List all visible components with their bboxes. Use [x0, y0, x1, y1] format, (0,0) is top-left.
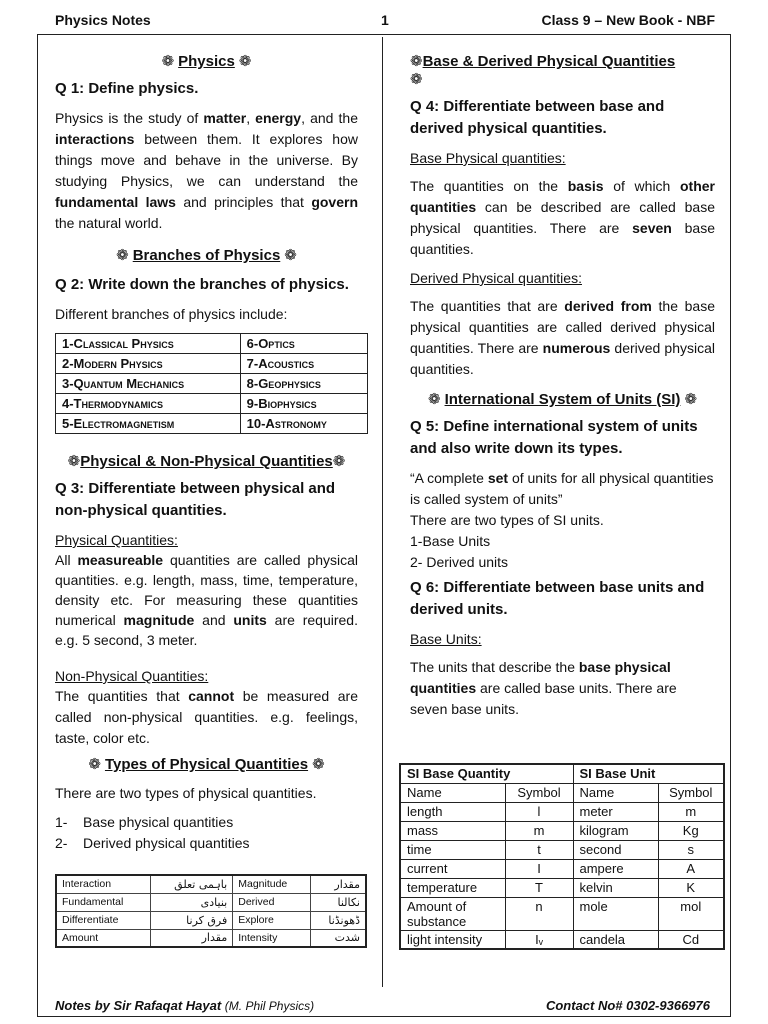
table-cell: 10-Astronomy	[240, 414, 367, 434]
table-cell: 2-Modern Physics	[56, 354, 241, 374]
subheading-nonphysical: Non-Physical Quantities:	[55, 668, 209, 684]
vocabulary-table	[55, 874, 367, 948]
section-title-physical-nonphysical	[55, 452, 358, 470]
table-row: Amount مقدار Intensity شدت	[56, 929, 366, 947]
question-5: Q 5: Define international system of units and also write down its types.	[410, 418, 698, 457]
list-item: 1-Base Units	[410, 533, 491, 549]
section-title-text: Physical & Non-Physical Quantities	[80, 453, 333, 470]
question-1: Q 1: Define physics.	[55, 80, 199, 97]
table-row	[56, 374, 368, 394]
section-title-si	[410, 390, 715, 408]
flower-icon: ❁	[88, 756, 101, 773]
table-cell: 5-Electromagnetism	[56, 414, 241, 434]
flower-icon: ❁	[161, 53, 175, 70]
page-number: 1	[381, 12, 389, 28]
answer-5	[410, 468, 715, 573]
question-3: Q 3: Differentiate between physical and non-physical quantities.	[55, 480, 336, 519]
subheading-physical: Physical Quantities:	[55, 532, 178, 548]
table-cell: 8-Geophysics	[240, 374, 367, 394]
answer-base: The quantities on the basis of which other quantities can be described are called base physical quantities. There are seven base quantities.	[410, 178, 715, 257]
section-title-text: Branches of Physics	[132, 247, 281, 264]
table-row	[56, 334, 368, 354]
list-item: 1- Base physical quantities	[55, 814, 234, 830]
types-list	[55, 812, 358, 854]
table-row: time t second s	[400, 840, 724, 859]
si-base-units-table	[399, 763, 725, 950]
table-cell: 3-Quantum Mechanics	[56, 374, 241, 394]
answer-derived: The quantities that are derived from the base physical quantities are called derived physical quantities. There are numerous derived physical quantities.	[410, 298, 715, 377]
branches-table	[55, 333, 368, 434]
table-cell: 6-Optics	[240, 334, 367, 354]
flower-icon: ❁	[238, 53, 252, 70]
table-row: current I ampere A	[400, 859, 724, 878]
answer-physical: All measureable quantities are called physical quantities. e.g. length, mass, time, temperature, density etc. For measuring these quantities numerical magnitude and units are required. e.g. 5 second, 3 meter.	[55, 552, 358, 648]
table-cell: 9-Biophysics	[240, 394, 367, 414]
flower-icon: ❁	[67, 453, 81, 470]
flower-icon: ❁	[332, 453, 346, 470]
flower-icon: ❁	[116, 247, 129, 264]
table-row: Differentiate فرق کرنا Explore ڈھونڈنا	[56, 911, 366, 929]
section-title-base-derived	[410, 52, 715, 88]
list-item: 2- Derived physical quantities	[55, 835, 250, 851]
section-title-types	[55, 755, 358, 773]
right-column	[410, 50, 715, 720]
flower-icon: ❁	[684, 391, 698, 408]
section-title-branches	[55, 246, 358, 264]
page-header	[55, 12, 715, 32]
header-class: Class 9 – New Book - NBF	[541, 12, 715, 28]
types-intro: There are two types of physical quantities.	[55, 785, 317, 801]
question-4: Q 4: Differentiate between base and derived physical quantities.	[410, 98, 665, 137]
table-row: Fundamental بنیادی Derived نکالنا	[56, 893, 366, 911]
flower-icon: ❁	[427, 391, 441, 408]
flower-icon: ❁	[312, 756, 325, 773]
table-row: mass m kilogram Kg	[400, 821, 724, 840]
footer-contact: Contact No# 0302-9366976	[545, 998, 710, 1013]
table-row: length l meter m	[400, 802, 724, 821]
footer-author: Notes by Sir Rafaqat Hayat (M. Phil Physics)	[55, 998, 315, 1013]
si-definition: “A complete set of units for all physical quantities is called system of units”	[410, 470, 714, 507]
answer-nonphysical: The quantities that cannot be measured are called non-physical quantities. e.g. feelings, taste, color etc.	[55, 688, 359, 746]
table-cell: 4-Thermodynamics	[56, 394, 241, 414]
header-subject: Physics Notes	[55, 12, 151, 28]
si-types-intro: There are two types of SI units.	[410, 512, 604, 528]
section-title-text: Types of Physical Quantities	[104, 756, 309, 773]
list-item: 2- Derived units	[410, 554, 509, 570]
question-6: Q 6: Differentiate between base units and derived units.	[410, 579, 705, 618]
table-row: temperature T kelvin K	[400, 878, 724, 897]
table-subheader-row: Name Symbol Name Symbol	[400, 783, 724, 802]
section-title-text: Physics	[178, 53, 235, 70]
table-header-row	[400, 764, 724, 783]
table-row: light intensity Iᵥ candela Cd	[400, 930, 724, 949]
question-2: Q 2: Write down the branches of physics.	[55, 276, 349, 293]
table-cell: 7-Acoustics	[240, 354, 367, 374]
flower-icon: ❁	[410, 71, 423, 88]
section-title-text: International System of Units (SI)	[444, 391, 681, 408]
section-title-text: Base & Derived Physical Quantities	[422, 53, 676, 70]
subheading-derived-quantities: Derived Physical quantities:	[410, 270, 582, 286]
table-row: Interaction باہمی تعلق Magnitude مقدار	[56, 875, 366, 893]
column-divider	[382, 37, 383, 987]
answer-1: Physics is the study of matter, energy, and the interactions between them. It explores how things move and behave in the universe. By studying Physics, we can understand the fundamental laws and principles that govern the natural world.	[55, 110, 359, 231]
flower-icon: ❁	[284, 247, 297, 264]
table-row	[56, 414, 368, 434]
subheading-base-units: Base Units:	[410, 631, 482, 647]
table-row: Amount of substance n mole mol	[400, 897, 724, 930]
table-header: SI Base Quantity	[400, 764, 573, 783]
answer-base-units: The units that describe the base physical quantities are called base units. There are seven base units.	[410, 659, 677, 717]
left-column	[55, 50, 358, 948]
answer-2: Different branches of physics include:	[55, 306, 288, 322]
flower-icon: ❁	[410, 53, 423, 70]
section-title-physics	[55, 52, 358, 70]
table-header: SI Base Unit	[573, 764, 724, 783]
subheading-base-quantities: Base Physical quantities:	[410, 150, 566, 166]
table-row	[56, 354, 368, 374]
table-cell: 1-Classical Physics	[56, 334, 241, 354]
table-row	[56, 394, 368, 414]
